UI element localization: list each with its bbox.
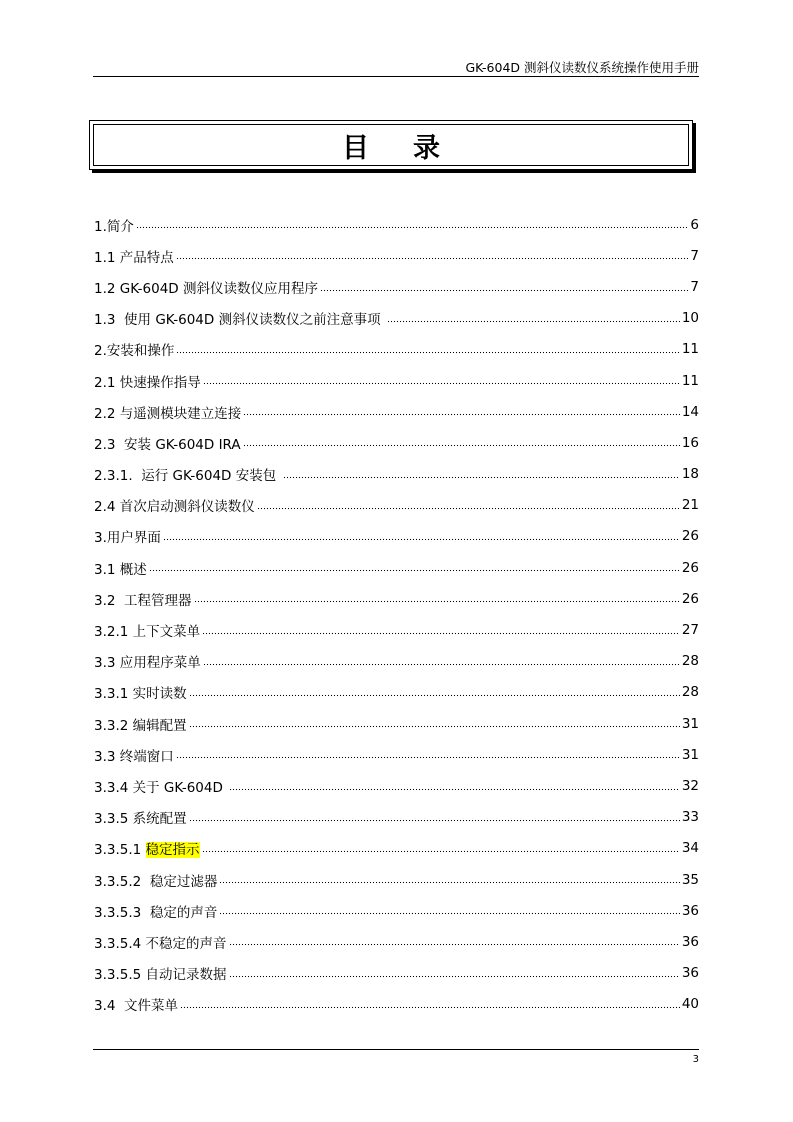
footer-rule bbox=[93, 1049, 699, 1050]
table-of-contents bbox=[94, 209, 699, 1020]
toc-entry[interactable] bbox=[94, 365, 699, 396]
toc-entry[interactable] bbox=[94, 926, 699, 957]
toc-entry[interactable] bbox=[94, 490, 699, 521]
toc-entry-page: 14 bbox=[681, 403, 699, 420]
toc-entry-label: 1.1 产品特点 bbox=[94, 249, 174, 266]
toc-entry-page: 16 bbox=[681, 434, 699, 451]
toc-entry-label bbox=[94, 838, 200, 858]
dot-leader bbox=[180, 1000, 680, 1014]
dot-leader bbox=[320, 282, 688, 296]
dot-leader bbox=[189, 812, 680, 826]
dot-leader bbox=[176, 345, 679, 359]
toc-entry[interactable] bbox=[94, 427, 699, 458]
toc-entry[interactable] bbox=[94, 864, 699, 895]
toc-entry-label: 3.2.1 上下文菜单 bbox=[94, 624, 201, 641]
toc-entry-label: 3.1 概述 bbox=[94, 561, 147, 578]
toc-entry[interactable] bbox=[94, 989, 699, 1020]
dot-leader bbox=[229, 968, 680, 982]
toc-entry[interactable] bbox=[94, 303, 699, 334]
toc-entry[interactable] bbox=[94, 209, 699, 240]
dot-leader bbox=[194, 594, 680, 608]
toc-entry-page: 7 bbox=[690, 247, 699, 264]
toc-entry-page: 35 bbox=[681, 871, 699, 888]
toc-title-box bbox=[89, 120, 693, 170]
page-number: 3 bbox=[692, 1054, 699, 1065]
toc-entry-label: 2.1 快速操作指导 bbox=[94, 374, 201, 391]
toc-entry[interactable] bbox=[94, 708, 699, 739]
dot-leader bbox=[229, 781, 680, 795]
toc-entry-page: 6 bbox=[690, 216, 699, 233]
toc-entry-label: 3.3.5.2 稳定过滤器 bbox=[94, 873, 218, 890]
toc-entry-page: 36 bbox=[681, 902, 699, 919]
toc-entry[interactable] bbox=[94, 396, 699, 427]
toc-entry-page: 33 bbox=[681, 809, 699, 826]
dot-leader bbox=[189, 719, 680, 733]
toc-entry-page: 32 bbox=[681, 777, 699, 794]
dot-leader bbox=[202, 844, 680, 858]
toc-entry-page: 40 bbox=[681, 996, 699, 1013]
toc-entry-label: 3.3.4 关于 GK-604D bbox=[94, 779, 228, 796]
toc-entry-page: 28 bbox=[681, 653, 699, 670]
dot-leader bbox=[283, 469, 680, 483]
toc-entry[interactable] bbox=[94, 802, 699, 833]
toc-entry-label: 3.4 文件菜单 bbox=[94, 998, 179, 1015]
header-rule bbox=[93, 76, 699, 77]
toc-entry-page: 36 bbox=[681, 965, 699, 982]
dot-leader bbox=[189, 688, 680, 702]
toc-entry-label: 2.4 首次启动测斜仪读数仪 bbox=[94, 499, 255, 516]
toc-entry[interactable] bbox=[94, 770, 699, 801]
toc-entry-page: 31 bbox=[681, 746, 699, 763]
dot-leader bbox=[257, 501, 680, 515]
dot-leader bbox=[149, 563, 680, 577]
dot-leader bbox=[136, 220, 689, 234]
toc-entry[interactable] bbox=[94, 240, 699, 271]
toc-entry-label: 1.简介 bbox=[94, 218, 134, 235]
toc-entry-label: 3.3 终端窗口 bbox=[94, 748, 174, 765]
toc-entry-label: 3.3.5.4 不稳定的声音 bbox=[94, 935, 227, 952]
toc-entry-label: 2.3.1. 运行 GK-604D 安装包 bbox=[94, 468, 281, 485]
toc-entry-label: 2.3 安装 GK-604D IRA bbox=[94, 436, 241, 453]
dot-leader bbox=[387, 313, 680, 327]
dot-leader bbox=[243, 407, 680, 421]
toc-entry-label: 3.3 应用程序菜单 bbox=[94, 655, 201, 672]
toc-entry[interactable] bbox=[94, 646, 699, 677]
dot-leader bbox=[219, 906, 679, 920]
toc-entry[interactable] bbox=[94, 459, 699, 490]
dot-leader bbox=[176, 251, 689, 265]
toc-entry-page: 10 bbox=[681, 310, 699, 327]
toc-entry[interactable] bbox=[94, 739, 699, 770]
toc-entry-highlighted[interactable] bbox=[94, 833, 699, 864]
toc-entry-page: 27 bbox=[681, 622, 699, 639]
dot-leader bbox=[202, 625, 680, 639]
toc-entry[interactable] bbox=[94, 895, 699, 926]
toc-entry-page: 34 bbox=[681, 840, 699, 857]
toc-entry-label: 3.3.1 实时读数 bbox=[94, 686, 187, 703]
toc-entry-page: 26 bbox=[681, 559, 699, 576]
dot-leader bbox=[243, 438, 680, 452]
toc-entry-number: 3.3.5.1 bbox=[94, 842, 146, 859]
highlighted-text: 稳定指示 bbox=[145, 842, 200, 859]
toc-entry-label: 3.3.5 系统配置 bbox=[94, 811, 187, 828]
toc-entry[interactable] bbox=[94, 583, 699, 614]
toc-title: 目录 bbox=[342, 132, 484, 164]
toc-entry-page: 21 bbox=[681, 497, 699, 514]
toc-entry[interactable] bbox=[94, 677, 699, 708]
toc-entry-page: 26 bbox=[681, 528, 699, 545]
toc-entry-label: 2.2 与遥测模块建立连接 bbox=[94, 405, 242, 422]
dot-leader bbox=[219, 875, 679, 889]
dot-leader bbox=[176, 750, 680, 764]
toc-entry-label: 3.3.5.5 自动记录数据 bbox=[94, 967, 227, 984]
dot-leader bbox=[203, 376, 680, 390]
toc-entry[interactable] bbox=[94, 552, 699, 583]
dot-leader bbox=[203, 656, 680, 670]
toc-entry-page: 26 bbox=[681, 590, 699, 607]
toc-entry-page: 7 bbox=[690, 278, 699, 295]
toc-entry-page: 11 bbox=[681, 372, 699, 389]
toc-entry-label: 3.2 工程管理器 bbox=[94, 592, 192, 609]
toc-entry-label: 3.3.5.3 稳定的声音 bbox=[94, 904, 218, 921]
toc-entry-page: 31 bbox=[681, 715, 699, 732]
dot-leader bbox=[163, 532, 680, 546]
dot-leader bbox=[229, 937, 680, 951]
toc-entry-label: 3.3.2 编辑配置 bbox=[94, 717, 187, 734]
toc-entry-page: 28 bbox=[681, 684, 699, 701]
running-header: GK-604D 测斜仪读数仪系统操作使用手册 bbox=[465, 60, 699, 75]
toc-entry[interactable] bbox=[94, 521, 699, 552]
toc-entry-label: 3.用户界面 bbox=[94, 530, 161, 547]
toc-entry-label: 1.3 使用 GK-604D 测斜仪读数仪之前注意事项 bbox=[94, 312, 385, 329]
toc-entry-page: 18 bbox=[681, 466, 699, 483]
toc-entry-page: 36 bbox=[681, 933, 699, 950]
toc-entry[interactable] bbox=[94, 958, 699, 989]
toc-entry-label: 1.2 GK-604D 测斜仪读数仪应用程序 bbox=[94, 280, 318, 297]
toc-entry[interactable] bbox=[94, 334, 699, 365]
toc-entry[interactable] bbox=[94, 614, 699, 645]
toc-entry-page: 11 bbox=[681, 341, 699, 358]
toc-entry[interactable] bbox=[94, 271, 699, 302]
toc-entry-label: 2.安装和操作 bbox=[94, 343, 175, 360]
